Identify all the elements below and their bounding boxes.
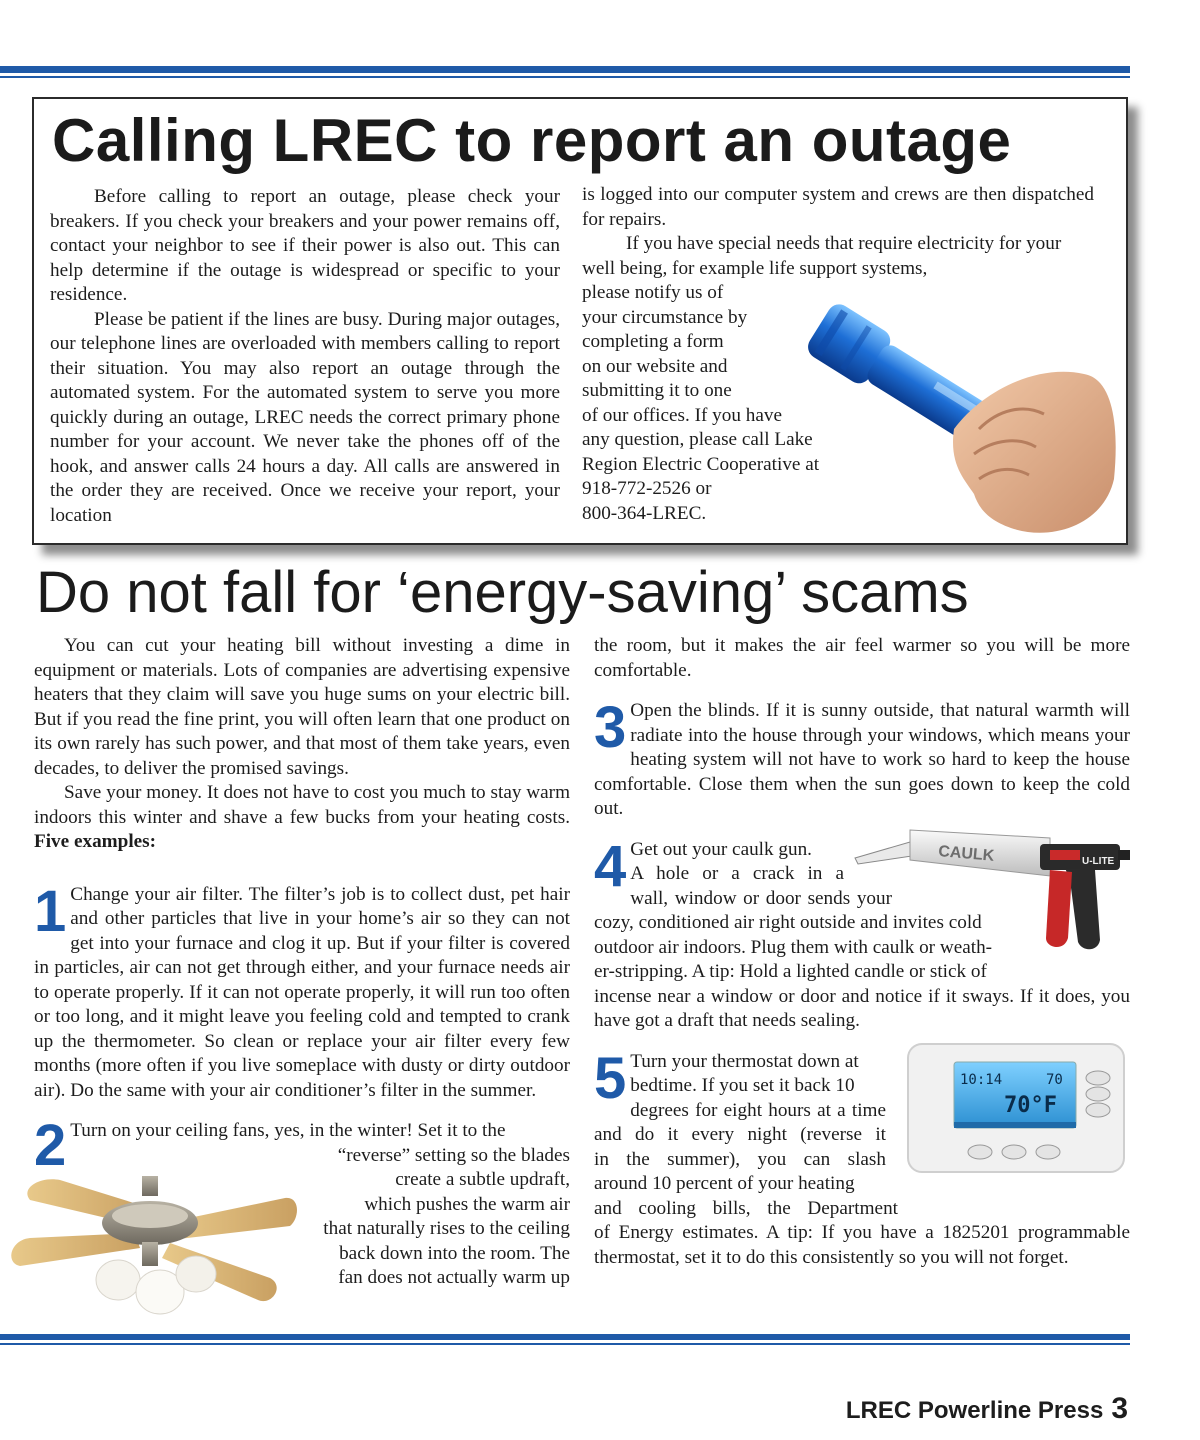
tip-5-line: around 10 percent of your heating <box>594 1173 855 1194</box>
tip-number-4: 4 <box>594 833 627 899</box>
contact-line: any question, please call Lake <box>582 429 813 450</box>
tip-5-line: Turn your thermostat down at <box>630 1050 859 1072</box>
tip-4-line: outdoor air indoors. Plug them with caulk or weath- <box>594 936 993 958</box>
tip-4-continued: incense near a window or door and notice if it sways. If it does, you have got a draft that needs sealing. <box>594 985 1130 1031</box>
top-rule-thick <box>0 66 1130 73</box>
contact-phone-1: 918-772-2526 or <box>582 478 712 499</box>
outage-left-column <box>50 185 560 528</box>
tip-5-line: and cooling bills, the Department <box>594 1197 898 1219</box>
tip-number-1: 1 <box>34 878 67 944</box>
thermostat-time: 10:14 <box>960 1072 1003 1088</box>
tip-2-continued: the room, but it makes the air feel warmer so you will be more comfortable. <box>594 635 1130 681</box>
thermostat-image <box>906 1042 1126 1174</box>
tip-5-line: degrees for eight hours at a time <box>630 1099 886 1121</box>
page-footer <box>846 1392 1128 1426</box>
outage-title: Calling LREC to report an outage <box>52 107 1012 174</box>
contact-phone-2: 800-364-LREC. <box>582 502 707 524</box>
tip-2-line: that naturally rises to the ceiling <box>323 1218 570 1239</box>
contact-line: please notify us of <box>582 282 724 303</box>
contact-line: your circumstance by <box>582 306 748 328</box>
tip-2-line: fan does not actually warm up <box>338 1267 570 1288</box>
tip-3 <box>594 695 1130 822</box>
bottom-rule-thick <box>0 1334 1130 1340</box>
tip-2-line: back down into the room. The <box>339 1242 570 1264</box>
page-number: 3 <box>1111 1392 1128 1425</box>
tip-2-line: Turn on your ceiling fans, yes, in the winter! Set it to the <box>70 1120 506 1141</box>
outage-paragraph-2: Please be patient if the lines are busy. During major outages, our telephone lines are overloaded with members calling to report their situation. You may also report an outage through the automated system. For the automated system to serve you more quickly during an outage, LREC needs the correct primary phone number for your account. We never take the phones off of the hook, and answer calls 24 hours a day. All calls are answered in the order they are received. Once we receive your report, your location <box>50 308 560 526</box>
tip-2-line: “reverse” setting so the blades <box>337 1144 570 1166</box>
tip-5-continued: of Energy estimates. A tip: If you have a 1825201 programmable thermostat, set it to do this consistently so you will not forget. <box>594 1222 1130 1268</box>
contact-line: completing a form <box>582 331 724 352</box>
thermostat-temperature: 70°F <box>1004 1093 1057 1118</box>
caulk-gun-image <box>850 820 1135 960</box>
tip-1-text: Change your air filter. The filter’s job is to collect dust, pet hair and other particles that live in your home’s air so they can not get into your furnace and clog it up. But if your filter is covered in particles, air can not get through either, and your furnace needs air to operate properly. If it can not operate properly, it will run too often or too long, and it might leave you feeling cold and tempted to crank up the thermometer. So clean or replace your air filter every few months (more often if you live someplace with dusty or dirty outdoor air). Do the same with your air conditioner’s filter in the summer. <box>34 883 570 1101</box>
tip-3-text: Open the blinds. If it is sunny outside, that natural warmth will radiate into the house through your windows, which means your heating system will not have to work so hard to keep the house comfortable. Close them when the sun goes down to keep the cold out. <box>594 700 1130 819</box>
outage-paragraph-4: If you have special needs that require electricity for your well being, for example life support systems, <box>582 233 1062 279</box>
tip-5-line: and do it every night (reverse it <box>594 1124 886 1145</box>
tip-4-line: A hole or a crack in a <box>630 863 844 884</box>
ceiling-fan-image <box>0 1168 300 1328</box>
caulk-brand: U-LITE <box>1082 856 1115 867</box>
contact-line: submitting it to one <box>582 380 732 401</box>
tip-4-line: cozy, conditioned air right outside and invites cold <box>594 912 982 933</box>
caulk-label: CAULK <box>937 843 995 865</box>
outage-paragraph-1: Before calling to report an outage, please check your breakers. If you check your breakers and your power remains off, contact your neighbor to see if their power is also out. This can help determine if the outage is widespread or specific to your residence. <box>50 186 560 305</box>
tip-number-5: 5 <box>594 1045 627 1111</box>
intro-text: Save your money. It does not have to cost you much to stay warm indoors this winter and shave a few bucks from your heating costs. <box>34 782 570 828</box>
tip-4-line: wall, window or door sends your <box>630 887 892 909</box>
scams-intro-paragraph: You can cut your heating bill without investing a dime in equipment or materials. Lots of companies are advertising expensive heaters that they claim will save you huge sums on your electric bill. But if you read the fine print, you will often learn that one product on its own rarely has such power, and that most of them take years, even decades, to deliver the promised savings. <box>34 635 570 779</box>
tip-2-line: which pushes the warm air <box>364 1193 570 1215</box>
outage-paragraph-3: is logged into our computer system and crews are then dispatched for repairs. <box>582 184 1094 230</box>
contact-line: on our website and <box>582 355 728 377</box>
flashlight-image <box>774 279 1119 544</box>
tip-number-3: 3 <box>594 695 627 760</box>
top-rule-thin <box>0 76 1130 78</box>
tip-2-line: create a subtle updraft, <box>395 1169 570 1190</box>
publication-name: LREC Powerline Press <box>845 1397 1104 1424</box>
scams-intro-paragraph-2 <box>34 781 570 855</box>
five-examples-label: Five examples: <box>34 831 157 852</box>
outage-article-box <box>32 97 1128 545</box>
tip-4-line: Get out your caulk gun. <box>630 838 812 860</box>
thermostat-setpoint: 70 <box>1046 1072 1063 1088</box>
contact-line: of our offices. If you have <box>582 404 782 426</box>
tip-5-line: in the summer), you can slash <box>594 1148 886 1170</box>
scams-title: Do not fall for ‘energy-saving’ scams <box>36 560 969 625</box>
tip-number-2: 2 <box>34 1113 67 1178</box>
bottom-rule-thin <box>0 1343 1130 1345</box>
tip-4-line: er-stripping. A tip: Hold a lighted candle or stick of <box>594 961 987 982</box>
tip-5-line: bedtime. If you set it back 10 <box>630 1075 855 1096</box>
contact-line: Region Electric Cooperative at <box>582 453 820 475</box>
tip-1 <box>34 878 570 1104</box>
